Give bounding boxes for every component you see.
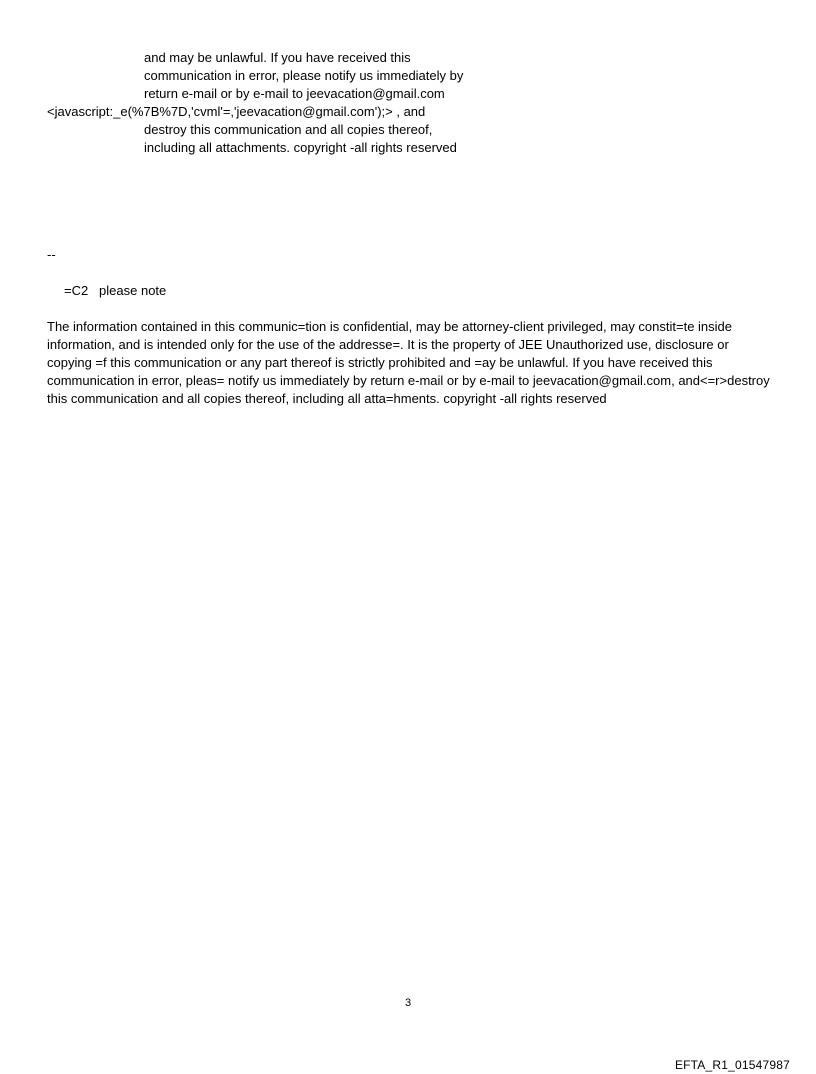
disclaimer-paragraph: The information contained in this communic=tion is confidential, may be attorney-client privileged, may constit=te inside information, and is intended only for the use of the addresse=. It is the property of JEE Unauthorized use, disclosure or copying =f this communication or any part thereof is strictly prohibited and =ay be unlawful. If you have received this communication in error, pleas= notify us immediately by return e-mail or by e-mail to jeevacation@gmail.com, and<=r>destroy this communication and all copies thereof, including all atta=hments. copyright -all rights reserved: [47, 319, 770, 406]
separator: --: [47, 247, 56, 262]
top-block-line-5: destroy this communication and all copies thereof,: [144, 122, 433, 137]
top-block-line-3: return e-mail or by e-mail to jeevacation@gmail.com: [144, 86, 445, 101]
top-block-line-2: communication in error, please notify us immediately by: [144, 68, 464, 83]
note-heading: =C2 please note: [64, 283, 167, 298]
top-block-line-4: <javascript:_e(%7B%7D,'cvml'=,'jeevacation@gmail.com');> , and: [47, 104, 426, 119]
top-block-line-6: including all attachments. copyright -all rights reserved: [144, 140, 457, 155]
page-number: 3: [404, 997, 412, 1009]
top-block-line-1: and may be unlawful. If you have received this: [144, 50, 411, 65]
bates-id: EFTA_R1_01547987: [674, 1058, 790, 1072]
